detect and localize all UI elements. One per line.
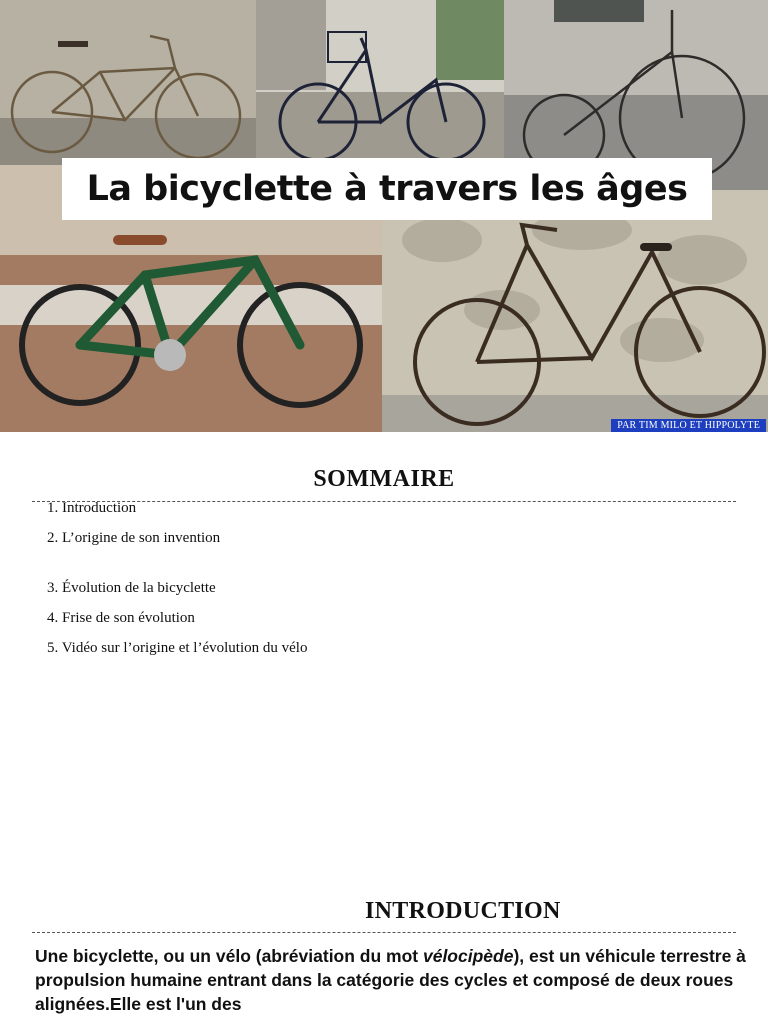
title-banner bbox=[62, 158, 712, 220]
intro-text-start: Une bicyclette, ou un vélo (abréviation du mot bbox=[35, 946, 423, 966]
introduction-heading: INTRODUCTION bbox=[365, 898, 561, 924]
page-title: La bicyclette à travers les âges bbox=[86, 169, 688, 209]
intro-term-velocipede: vélocipède bbox=[422, 946, 514, 966]
introduction-divider bbox=[32, 932, 736, 933]
introduction-paragraph bbox=[35, 944, 747, 1016]
intro-text-rest: ), est un véhicule terrestre à propulsion humaine entrant dans la catégorie des cycles et composé de deux roues alignées.Elle est l'un des bbox=[35, 946, 746, 1014]
photo-vintage-roadster bbox=[0, 0, 256, 165]
photo-rusty-old-bike bbox=[382, 190, 768, 432]
toc-item-introduction[interactable]: 1. Introduction bbox=[47, 500, 137, 516]
sommaire-divider bbox=[32, 501, 736, 502]
sommaire-heading: SOMMAIRE bbox=[313, 466, 455, 492]
toc-item-origine[interactable]: 2. L’origine de son invention bbox=[47, 530, 221, 546]
photo-collage bbox=[0, 0, 768, 432]
toc-item-video[interactable]: 5. Vidéo sur l’origine et l’évolution du vélo bbox=[47, 640, 308, 656]
toc-item-frise[interactable]: 4. Frise de son évolution bbox=[47, 610, 195, 626]
toc-item-evolution[interactable]: 3. Évolution de la bicyclette bbox=[47, 580, 216, 596]
author-credit: PAR TIM MILO ET HIPPOLYTE bbox=[611, 419, 766, 432]
photo-city-bike bbox=[256, 0, 504, 165]
